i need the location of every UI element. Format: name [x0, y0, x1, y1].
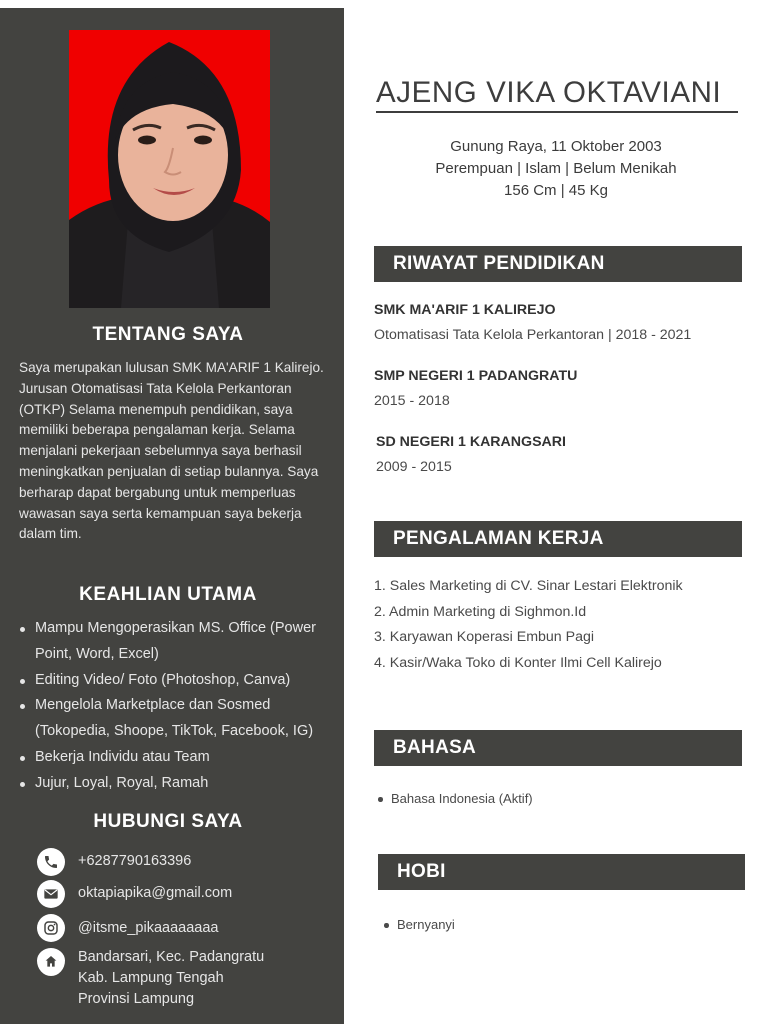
education-school: SMK MA'ARIF 1 KALIREJO — [374, 302, 556, 318]
address-line: Bandarsari, Kec. Padangratu — [78, 949, 265, 965]
address-line: Kab. Lampung Tengah — [78, 970, 224, 986]
about-title: TENTANG SAYA — [92, 324, 244, 345]
list-item: Editing Video/ Foto (Photoshop, Canva) — [19, 668, 339, 694]
hobby-list — [382, 917, 455, 932]
education-detail: Otomatisasi Tata Kelola Perkantoran | 2018 - 2021 — [374, 327, 692, 343]
experience-list — [374, 574, 683, 676]
hobby-heading: HOBI — [378, 854, 745, 890]
list-item: Jujur, Loyal, Royal, Ramah — [19, 771, 339, 797]
contact-phone[interactable]: +6287790163396 — [78, 853, 192, 869]
profile-photo — [69, 30, 270, 308]
language-heading: BAHASA — [374, 730, 742, 766]
phone-icon — [37, 848, 65, 876]
address-line: Provinsi Lampung — [78, 991, 195, 1007]
body-info: 156 Cm | 45 Kg — [504, 182, 608, 199]
personal-info — [376, 136, 736, 202]
contact-instagram[interactable]: @itsme_pikaaaaaaaa — [78, 920, 219, 936]
contact-address — [78, 947, 264, 1010]
sidebar — [0, 8, 344, 1024]
education-detail: 2009 - 2015 — [376, 459, 452, 475]
contact-email[interactable]: oktapiapika@gmail.com — [78, 885, 233, 901]
full-name: AJENG VIKA OKTAVIANI — [376, 76, 738, 113]
location-icon — [37, 948, 65, 976]
skills-title: KEAHLIAN UTAMA — [79, 584, 257, 605]
list-item: Mampu Mengoperasikan MS. Office (Power Point, Word, Excel) — [19, 616, 339, 668]
contact-title: HUBUNGI SAYA — [93, 811, 243, 832]
instagram-icon — [37, 914, 65, 942]
list-item: Bahasa Indonesia (Aktif) — [376, 791, 533, 806]
birth-info: Gunung Raya, 11 Oktober 2003 — [450, 138, 662, 155]
list-item: 1. Sales Marketing di CV. Sinar Lestari Elektronik — [374, 578, 683, 594]
status-info: Perempuan | Islam | Belum Menikah — [435, 160, 677, 177]
list-item: 4. Kasir/Waka Toko di Konter Ilmi Cell Kalirejo — [374, 654, 662, 671]
about-text: Saya merupakan lulusan SMK MA'ARIF 1 Kalirejo. Jurusan Otomatisasi Tata Kelola Perkantoran (OTKP) Selama menempuh pendidikan, saya memiliki beberapa pengalaman kerja. Selama menjalani pekerjaan sebelumnya saya berhasil meningkatkan penjualan di setiap bulannya. Saya berharap dapat bergabung untuk memperluas wawasan saya serta kemampuan saya bekerja dalam tim. — [19, 360, 324, 542]
education-detail: 2015 - 2018 — [374, 393, 450, 409]
portrait-illustration — [69, 30, 270, 308]
education-school: SD NEGERI 1 KARANGSARI — [376, 434, 566, 450]
list-item: Mengelola Marketplace dan Sosmed (Tokopedia, Shoope, TikTok, Facebook, IG) — [19, 693, 339, 745]
list-item: Bekerja Individu atau Team — [19, 745, 339, 771]
language-list — [376, 791, 533, 806]
education-school: SMP NEGERI 1 PADANGRATU — [374, 368, 578, 384]
experience-heading: PENGALAMAN KERJA — [374, 521, 742, 557]
education-heading: RIWAYAT PENDIDIKAN — [374, 246, 742, 282]
email-icon — [37, 880, 65, 908]
list-item: 2. Admin Marketing di Sighmon.Id — [374, 603, 587, 620]
skills-list — [19, 616, 339, 797]
list-item: 3. Karyawan Koperasi Embun Pagi — [374, 629, 595, 646]
list-item: Bernyanyi — [382, 917, 455, 932]
